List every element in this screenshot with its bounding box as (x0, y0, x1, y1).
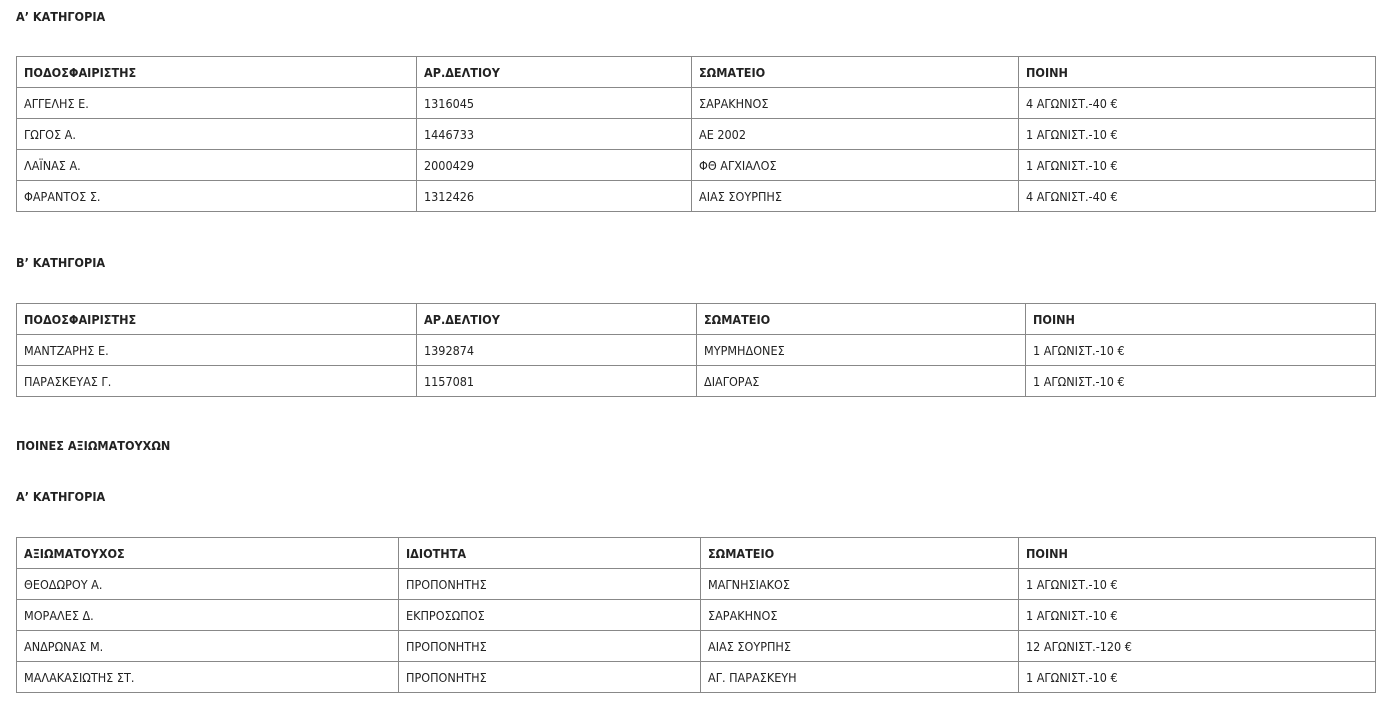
officials-section-a-heading: Α’ ΚΑΤΗΓΟΡΙΑ (16, 489, 106, 504)
table-row (17, 119, 1376, 150)
card-number-cell: 1312426 (417, 181, 692, 212)
column-header-penalty: ΠΟΙΝΗ (1019, 538, 1376, 569)
club-cell: ΑΕ 2002 (692, 119, 1019, 150)
official-cell: ΑΝΔΡΩΝΑΣ Μ. (17, 631, 399, 662)
table-header-row (17, 57, 1376, 88)
penalty-cell: 1 ΑΓΩΝΙΣΤ.-10 € (1019, 119, 1376, 150)
card-number-cell: 1316045 (417, 88, 692, 119)
role-cell: ΕΚΠΡΟΣΩΠΟΣ (399, 600, 701, 631)
club-cell: ΣΑΡΑΚΗΝΟΣ (701, 600, 1019, 631)
player-cell: ΛΑΪΝΑΣ Α. (17, 150, 417, 181)
table-header-row (17, 304, 1376, 335)
club-cell: ΑΙΑΣ ΣΟΥΡΠΗΣ (692, 181, 1019, 212)
officials-penalties-table (16, 537, 1376, 693)
club-cell: ΜΥΡΜΗΔΟΝΕΣ (697, 335, 1026, 366)
role-cell: ΠΡΟΠΟΝΗΤΗΣ (399, 662, 701, 693)
penalty-cell: 12 ΑΓΩΝΙΣΤ.-120 € (1019, 631, 1376, 662)
penalty-cell: 4 ΑΓΩΝΙΣΤ.-40 € (1019, 181, 1376, 212)
official-cell: ΜΑΛΑΚΑΣΙΩΤΗΣ ΣΤ. (17, 662, 399, 693)
official-cell: ΘΕΟΔΩΡΟΥ Α. (17, 569, 399, 600)
club-cell: ΔΙΑΓΟΡΑΣ (697, 366, 1026, 397)
column-header-club: ΣΩΜΑΤΕΙΟ (697, 304, 1026, 335)
table-row (17, 335, 1376, 366)
role-cell: ΠΡΟΠΟΝΗΤΗΣ (399, 569, 701, 600)
penalty-cell: 1 ΑΓΩΝΙΣΤ.-10 € (1026, 366, 1376, 397)
column-header-player: ΠΟΔΟΣΦΑΙΡΙΣΤΗΣ (17, 304, 417, 335)
penalty-cell: 1 ΑΓΩΝΙΣΤ.-10 € (1019, 600, 1376, 631)
card-number-cell: 1157081 (417, 366, 697, 397)
column-header-penalty: ΠΟΙΝΗ (1019, 57, 1376, 88)
club-cell: ΣΑΡΑΚΗΝΟΣ (692, 88, 1019, 119)
officials-penalties-heading: ΠΟΙΝΕΣ ΑΞΙΩΜΑΤΟΥΧΩΝ (16, 438, 171, 453)
player-cell: ΜΑΝΤΖΑΡΗΣ Ε. (17, 335, 417, 366)
table-row (17, 569, 1376, 600)
penalty-cell: 1 ΑΓΩΝΙΣΤ.-10 € (1026, 335, 1376, 366)
player-cell: ΑΓΓΕΛΗΣ Ε. (17, 88, 417, 119)
card-number-cell: 1446733 (417, 119, 692, 150)
table-row (17, 366, 1376, 397)
section-a-heading: Α’ ΚΑΤΗΓΟΡΙΑ (16, 9, 106, 24)
penalty-cell: 1 ΑΓΩΝΙΣΤ.-10 € (1019, 569, 1376, 600)
table-row (17, 631, 1376, 662)
table-row (17, 181, 1376, 212)
column-header-card-number: ΑΡ.ΔΕΛΤΙΟΥ (417, 304, 697, 335)
official-cell: ΜΟΡΑΛΕΣ Δ. (17, 600, 399, 631)
penalties-table-b (16, 303, 1376, 397)
column-header-card-number: ΑΡ.ΔΕΛΤΙΟΥ (417, 57, 692, 88)
player-cell: ΠΑΡΑΣΚΕΥΑΣ Γ. (17, 366, 417, 397)
club-cell: ΑΓ. ΠΑΡΑΣΚΕΥΗ (701, 662, 1019, 693)
column-header-player: ΠΟΔΟΣΦΑΙΡΙΣΤΗΣ (17, 57, 417, 88)
table-row (17, 662, 1376, 693)
penalty-cell: 1 ΑΓΩΝΙΣΤ.-10 € (1019, 662, 1376, 693)
role-cell: ΠΡΟΠΟΝΗΤΗΣ (399, 631, 701, 662)
table-row (17, 600, 1376, 631)
column-header-official: ΑΞΙΩΜΑΤΟΥΧΟΣ (17, 538, 399, 569)
column-header-club: ΣΩΜΑΤΕΙΟ (701, 538, 1019, 569)
section-b-heading: Β’ ΚΑΤΗΓΟΡΙΑ (16, 255, 106, 270)
club-cell: ΜΑΓΝΗΣΙΑΚΟΣ (701, 569, 1019, 600)
table-row (17, 88, 1376, 119)
player-cell: ΦΑΡΑΝΤΟΣ Σ. (17, 181, 417, 212)
card-number-cell: 1392874 (417, 335, 697, 366)
card-number-cell: 2000429 (417, 150, 692, 181)
penalty-cell: 1 ΑΓΩΝΙΣΤ.-10 € (1019, 150, 1376, 181)
column-header-role: ΙΔΙΟΤΗΤΑ (399, 538, 701, 569)
penalty-cell: 4 ΑΓΩΝΙΣΤ.-40 € (1019, 88, 1376, 119)
column-header-club: ΣΩΜΑΤΕΙΟ (692, 57, 1019, 88)
club-cell: ΦΘ ΑΓΧΙΑΛΟΣ (692, 150, 1019, 181)
club-cell: ΑΙΑΣ ΣΟΥΡΠΗΣ (701, 631, 1019, 662)
penalties-table-a (16, 56, 1376, 212)
column-header-penalty: ΠΟΙΝΗ (1026, 304, 1376, 335)
table-row (17, 150, 1376, 181)
table-header-row (17, 538, 1376, 569)
player-cell: ΓΩΓΟΣ Α. (17, 119, 417, 150)
